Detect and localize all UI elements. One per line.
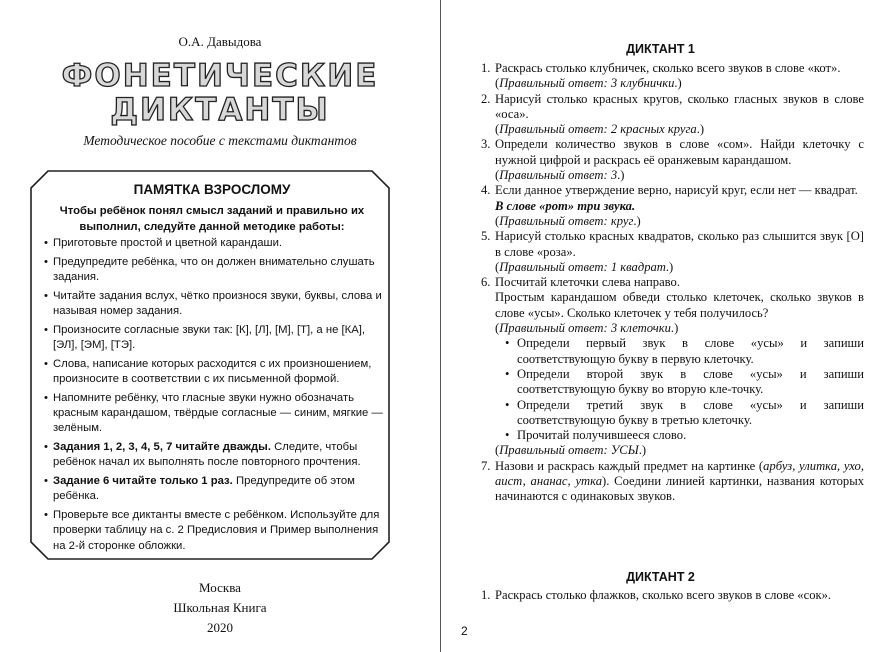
book-title-line2: ДИКТАНТЫ [110,92,330,128]
task-1: 1. Раскрась столько клубничек, сколько всего звуков в слове «кот». (Правильный ответ: 3 клубнички.) [481,61,841,91]
dictation-2-tasks [481,588,864,603]
book-subtitle: Методическое пособие с текстами диктантов [83,133,357,148]
task-6: 6. Посчитай клеточки слева направо. Простым карандашом обведи столько клеточек, сколько звуков в слове «усы». Сколько клеточек у тебя получилось? (Правильный ответ: 3 клеточки.) • Определи первый звук в слове «усы» и запиши соответствующую букву в первую клеточку. • Определи второй звук в слове «усы» и запиши соответствующую букву во вторую кле-точку. • Определи третий звук в слове «усы» и запиши соответствующую букву в третью клеточку. • Прочитай получившееся слово. (Правильный ответ: УСЫ.) [481,275,864,459]
task-6-sub: • Прочитай получившееся слово. [495,428,864,443]
task-7: 7. Назови и раскрась каждый предмет на картинке (арбуз, улитка, ухо, аист, ананас, утка). Соедини линией картинки, названия которых начинаются с одинаковых звуков. [481,458,864,504]
task-6-sub: • Определи третий звук в слове «усы» и запиши соответствующую букву в третью клеточку. [495,398,864,429]
imprint-city: Москва [199,580,241,595]
memo-item: • Слова, написание которых расходится с их произношением, произносите в соответствии с их письменной формой. [44,357,384,388]
memo-item: • Предупредите ребёнка, что он должен внимательно слушать задания. [44,255,384,286]
task-3: 3. Определи количество звуков в слове «сом». Найди клеточку с нужной цифрой и раскрась её оранжевым карандашом. (Правильный ответ: 3.) [481,137,864,183]
book-title-line1: ФОНЕТИЧЕСКИЕ [61,58,379,94]
memo-item: • Проверьте все диктанты вместе с ребёнком. Используйте для проверки таблицу на с. 2 Предисловия и Пример выполнения на 2-й сторонке обложки. [44,508,384,554]
memo-title: ПАМЯТКА ВЗРОСЛОМУ [133,182,291,197]
memo-list [44,236,384,557]
memo-item: • Приготовьте простой и цветной карандаши. [44,236,384,251]
dictation-2-title: ДИКТАНТ 2 [626,570,695,584]
imprint-publisher: Школьная Книга [173,600,267,615]
memo-item: • Задания 1, 2, 3, 4, 5, 7 читайте дважды. Следите, чтобы ребёнок начал их выполнять после повторного прочтения. [44,440,384,471]
d2-task-1: 1. Раскрась столько флажков, сколько всего звуков в слове «сок». [481,588,832,602]
task-6-sub: • Определи второй звук в слове «усы» и запиши соответствующую букву во вторую кле-точку. [495,367,864,398]
memo-item: • Напомните ребёнку, что гласные звуки нужно обозначать красным карандашом, твёрдые согласные — синим, мягкие — зелёным. [44,391,384,437]
imprint-year: 2020 [207,620,233,635]
memo-item: • Задание 6 читайте только 1 раз. Предупредите об этом ребёнка. [44,474,384,505]
right-page [441,0,880,652]
task-4: 4. Если данное утверждение верно, нарисуй круг, если нет — квадрат. В слове «рот» три звука. (Правильный ответ: круг.) [481,183,858,228]
dictation-1-tasks [481,61,864,505]
memo-item: • Произносите согласные звуки так: [К], [Л], [М], [Т], а не [КА], [ЭЛ], [ЭМ], [ТЭ]. [44,323,384,354]
page-number: 2 [461,624,468,638]
task-6-sub: • Определи первый звук в слове «усы» и запиши соответствующую букву в первую клеточку. [495,336,864,367]
task-5: 5. Нарисуй столько красных квадратов, сколько раз слышится звук [О] в слове «роза». (Правильный ответ: 1 квадрат.) [481,229,864,274]
memo-intro: Чтобы ребёнок понял смысл заданий и правильно их выполнил, следуйте данной методике работы: [59,205,365,233]
dictation-1-title: ДИКТАНТ 1 [626,42,695,56]
author: О.А. Давыдова [178,34,262,49]
task-2: 2. Нарисуй столько красных кругов, сколько гласных звуков в слове «оса». (Правильный ответ: 2 красных круга.) [481,91,864,137]
memo-item: • Читайте задания вслух, чётко произнося звуки, буквы, слова и называя номер задания. [44,289,384,320]
